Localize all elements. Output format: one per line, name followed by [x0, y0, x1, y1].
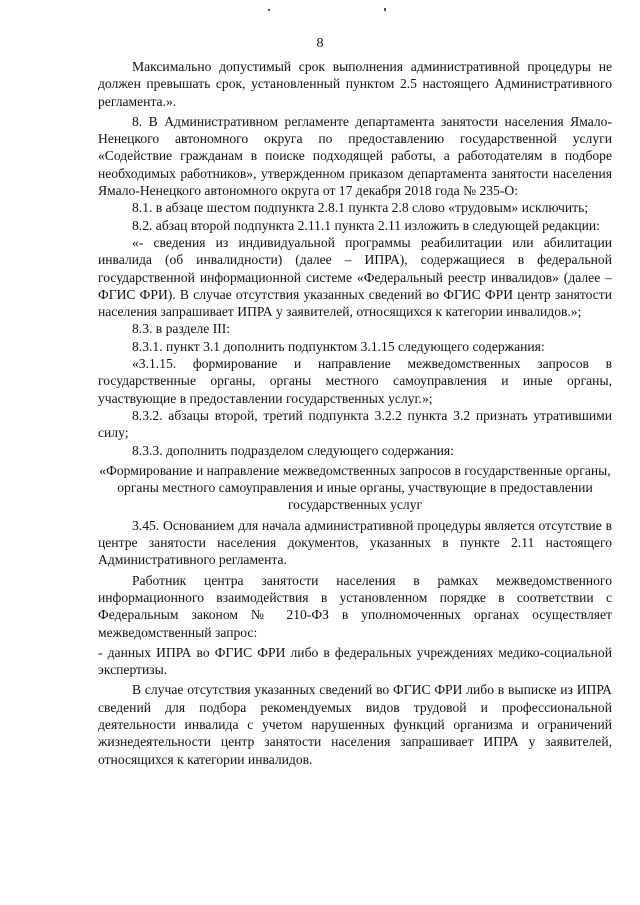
paragraph-item-8-3-3: 8.3.3. дополнить подразделом следующего содержания: — [132, 442, 454, 458]
paragraph-item-8-3-2: 8.3.2. абзацы второй, третий подпункта 3.2.2 пункта 3.2 признать утратившими силу; — [98, 407, 612, 441]
paragraph-item-8-3-1: 8.3.1. пункт 3.1 дополнить подпунктом 3.1.15 следующего содержания: — [132, 338, 545, 354]
paragraph-max-time: Максимально допустимый срок выполнения административной процедуры не должен превышать срок, установленный пунктом 2.5 настоящего Административного регламента.». — [98, 59, 612, 109]
subsection-heading: «Формирование и направление межведомственных запросов в государственные органы, органы местного самоуправления и иные органы, участвующие в предоставлении государственных услуг — [99, 462, 611, 513]
paragraph-item-8-1: 8.1. в абзаце шестом подпункта 2.8.1 пункта 2.8 слово «трудовым» исключить; — [132, 200, 589, 216]
paragraph-missing-data: В случае отсутствия указанных сведений во ФГИС ФРИ либо в выписке из ИПРА сведений для подбора рекомендуемых видов трудовой и профессиональной деятельности инвалида с учетом нарушенных функций организма и ограничений жизнедеятельности центр занятости населения запрашивает ИПРА у заявителей, относящихся к категории инвалидов. — [98, 682, 612, 767]
paragraph-ipra-quote: «- сведения из индивидуальной программы реабилитации или абилитации инвалида (об инвалидности) (далее – ИПРА), содержащиеся в федеральной государственной информационной системе «Федеральный реестр инвалидов» (далее – ФГИС ФРИ). В случае отсутствия указанных сведений во ФГИС ФРИ центр занятости населения запрашивает ИПРА у заявителей, относящихся к категории инвалидов.»; — [98, 234, 612, 320]
paragraph-item-3-45: 3.45. Основанием для начала административной процедуры является отсутствие в центре занятости населения документов, указанных в пункте 2.11 настоящего Административного регламента. — [98, 517, 612, 568]
page-number: 8 — [316, 36, 324, 51]
paragraph-item-8-3: 8.3. в разделе III: — [132, 321, 231, 337]
paragraph-employee-request: Работник центра занятости населения в рамках межведомственного информационного взаимодействия в установленном порядке в соответствии с Федеральным законом № 210-ФЗ в уполномоченных органах осуществляет межведомственный запрос: — [98, 572, 612, 640]
paragraph-item-3-1-15: «3.1.15. формирование и направление межведомственных запросов в государственные органы, органы местного самоуправления и иные органы, участвующие в предоставлении государственных услуг.»; — [98, 356, 612, 406]
paragraph-item-8: 8. В Административном регламенте департамента занятости населения Ямало-Ненецкого автономного округа по предоставлению государственной услуги «Содействие гражданам в поиске подходящей работы, а работодателям в подборе необходимых работников», утвержденном приказом департамента занятости населения Ямало-Ненецкого автономного округа от 17 декабря 2018 года № 235-О: — [98, 113, 612, 199]
paragraph-item-8-2: 8.2. абзац второй подпункта 2.11.1 пункта 2.11 изложить в следующей редакции: — [132, 217, 600, 233]
paragraph-ipra-data-list-item: - данных ИПРА во ФГИС ФРИ либо в федеральных учреждениях медико-социальной экспертизы. — [98, 644, 612, 678]
document-body — [98, 58, 612, 768]
scan-speck — [384, 8, 386, 11]
scan-speck — [268, 9, 270, 11]
